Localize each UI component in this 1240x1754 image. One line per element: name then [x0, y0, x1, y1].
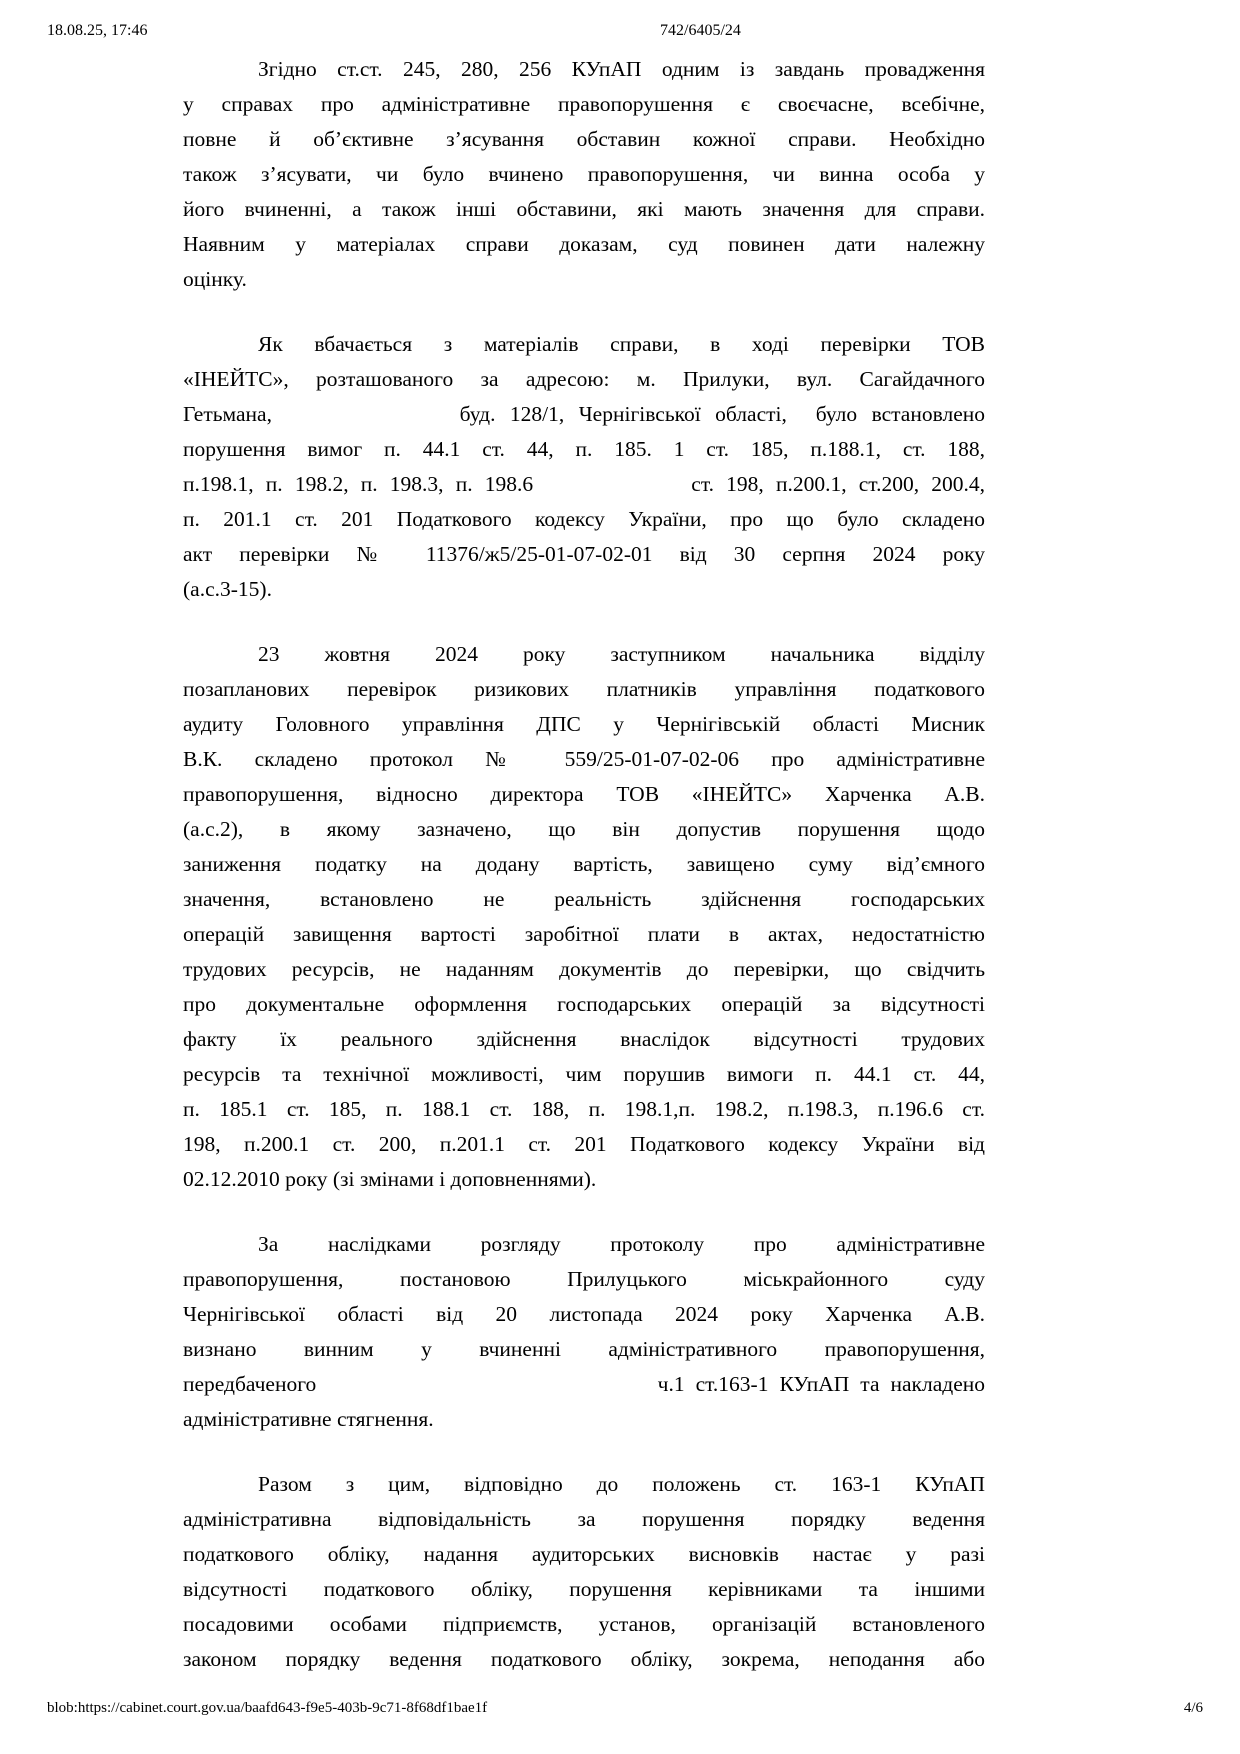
- text-line: заниження податку на додану вартість, завищено суму від’ємного: [183, 852, 985, 876]
- text-line: Гетьмана, буд. 128/1, Чернігівської області, було встановлено: [183, 402, 985, 426]
- text-line: «ІНЕЙТС», розташованого за адресою: м. Прилуки, вул. Сагайдачного: [183, 367, 985, 391]
- text-line: 23 жовтня 2024 року заступником начальника відділу: [258, 642, 985, 666]
- case-number: 742/6405/24: [660, 22, 741, 39]
- text-line: про документальне оформлення господарських операцій за відсутності: [183, 992, 985, 1016]
- text-line: податкового обліку, надання аудиторських висновків настає у разі: [183, 1542, 985, 1566]
- text-line: п. 201.1 ст. 201 Податкового кодексу України, про що було складено: [183, 507, 985, 531]
- text-line: адміністративна відповідальність за порушення порядку ведення: [183, 1507, 985, 1531]
- text-line: оцінку.: [183, 267, 247, 291]
- text-line: позапланових перевірок ризикових платників управління податкового: [183, 677, 985, 701]
- text-line: факту їх реального здійснення внаслідок відсутності трудових: [183, 1027, 985, 1051]
- text-line: (а.с.2), в якому зазначено, що він допустив порушення щодо: [183, 817, 985, 841]
- text-line: п.198.1, п. 198.2, п. 198.3, п. 198.6 ст. 198, п.200.1, ст.200, 200.4,: [183, 472, 985, 496]
- text-line: Згідно ст.ст. 245, 280, 256 КУпАП одним із завдань провадження: [258, 57, 985, 81]
- text-line: 02.12.2010 року (зі змінами і доповненнями).: [183, 1167, 597, 1191]
- text-line: Чернігівської області від 20 листопада 2024 року Харченка А.В.: [183, 1302, 985, 1326]
- text-line: повне й об’єктивне з’ясування обставин кожної справи. Необхідно: [183, 127, 985, 151]
- text-line: порушення вимог п. 44.1 ст. 44, п. 185. 1 ст. 185, п.188.1, ст. 188,: [183, 437, 985, 461]
- text-line: аудиту Головного управління ДПС у Чернігівській області Мисник: [183, 712, 985, 736]
- text-line: правопорушення, постановою Прилуцького міськрайонного суду: [183, 1267, 985, 1291]
- text-line: Наявним у матеріалах справи доказам, суд повинен дати належну: [183, 232, 985, 256]
- text-line: посадовими особами підприємств, установ, організацій встановленого: [183, 1612, 985, 1636]
- text-line: Як вбачається з матеріалів справи, в ході перевірки ТОВ: [258, 332, 985, 356]
- text-line: його вчиненні, а також інші обставини, які мають значення для справи.: [183, 197, 985, 221]
- document-body: [183, 52, 985, 1677]
- text-line: значення, встановлено не реальність здійснення господарських: [183, 887, 985, 911]
- text-line: акт перевірки № 11376/ж5/25-01-07-02-01 від 30 серпня 2024 року: [183, 542, 985, 566]
- text-line: визнано винним у вчиненні адміністративного правопорушення,: [183, 1337, 985, 1361]
- text-line: В.К. складено протокол № 559/25-01-07-02-06 про адміністративне: [183, 747, 985, 771]
- page-indicator: 4/6: [1183, 1700, 1203, 1716]
- text-line: у справах про адміністративне правопорушення є своєчасне, всебічне,: [183, 92, 985, 116]
- text-line: передбаченого ч.1 ст.163-1 КУпАП та накладено: [183, 1372, 985, 1396]
- text-line: трудових ресурсів, не наданням документів до перевірки, що свідчить: [183, 957, 985, 981]
- text-line: Разом з цим, відповідно до положень ст. 163-1 КУпАП: [258, 1472, 985, 1496]
- paragraph: [183, 52, 985, 297]
- text-line: п. 185.1 ст. 185, п. 188.1 ст. 188, п. 198.1,п. 198.2, п.198.3, п.196.6 ст.: [183, 1097, 985, 1121]
- text-line: також з’ясувати, чи було вчинено правопорушення, чи винна особа у: [183, 162, 985, 186]
- text-line: (а.с.3-15).: [183, 577, 272, 601]
- text-line: 198, п.200.1 ст. 200, п.201.1 ст. 201 Податкового кодексу України від: [183, 1132, 985, 1156]
- paragraph: [183, 637, 985, 1197]
- text-line: відсутності податкового обліку, порушення керівниками та іншими: [183, 1577, 985, 1601]
- text-line: ресурсів та технічної можливості, чим порушив вимоги п. 44.1 ст. 44,: [183, 1062, 985, 1086]
- paragraph: [183, 327, 985, 607]
- text-line: За наслідками розгляду протоколу про адміністративне: [258, 1232, 985, 1256]
- text-line: адміністративне стягнення.: [183, 1407, 434, 1431]
- text-line: правопорушення, відносно директора ТОВ «ІНЕЙТС» Харченка А.В.: [183, 782, 985, 806]
- source-url: blob:https://cabinet.court.gov.ua/baafd643-f9e5-403b-9c71-8f68df1bae1f: [47, 1700, 488, 1716]
- text-line: операцій завищення вартості заробітної плати в актах, недостатністю: [183, 922, 985, 946]
- paragraph: [183, 1467, 985, 1677]
- paragraph: [183, 1227, 985, 1437]
- print-datetime: 18.08.25, 17:46: [47, 22, 148, 39]
- text-line: законом порядку ведення податкового обліку, зокрема, неподання або: [183, 1647, 985, 1671]
